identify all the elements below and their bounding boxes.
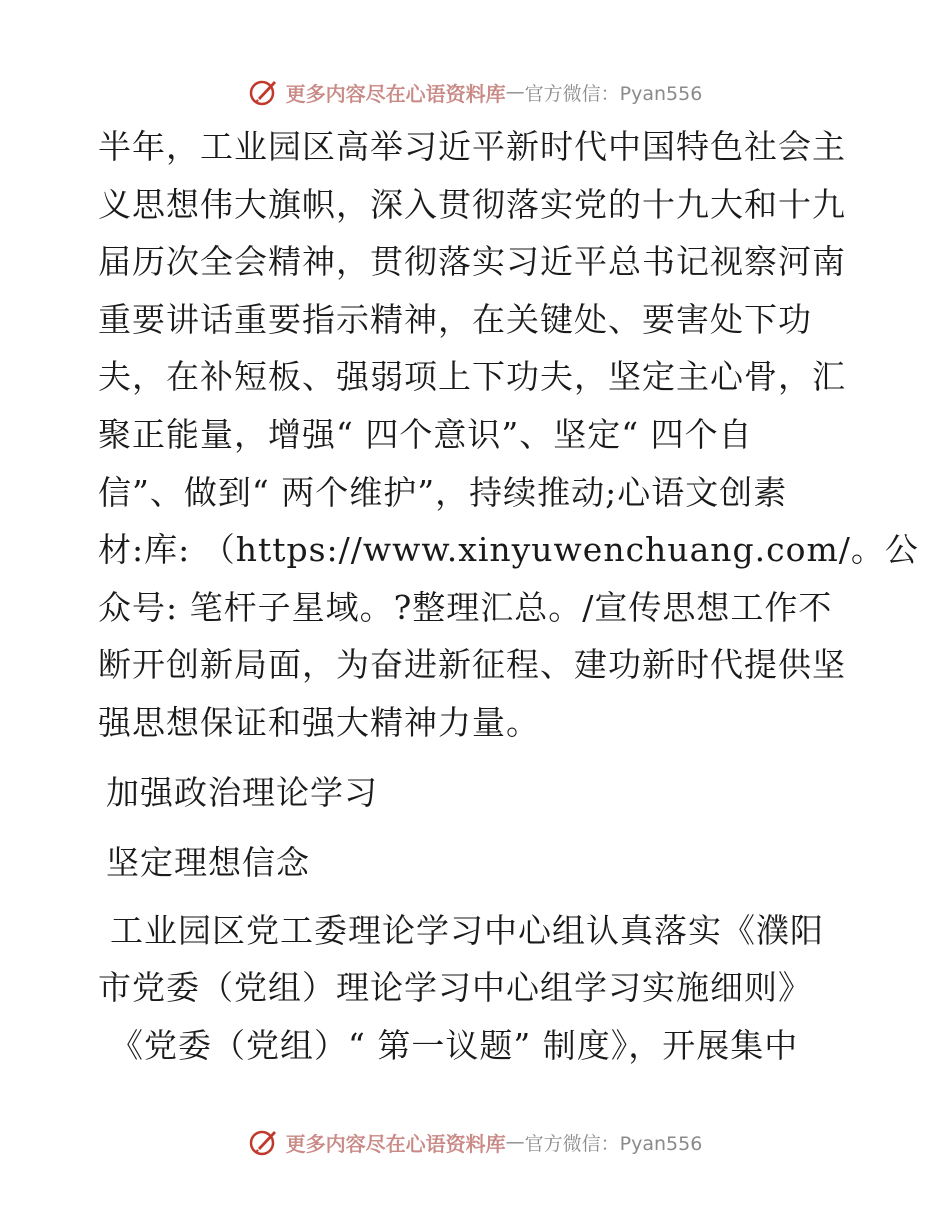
footer-separator: — [505, 1131, 525, 1153]
text-line: 工业园区党工委理论学习中心组认真落实《濮阳 [110, 910, 824, 950]
quill-pen-logo-icon [248, 76, 280, 108]
paragraph-2 [98, 902, 858, 1075]
text-line: 义思想伟大旗帜，深入贯彻落实党的十九大和十九 [98, 184, 846, 224]
text-line: 市党委（党组）理论学习中心组学习实施细则》 [98, 968, 812, 1008]
paragraph-1 [98, 118, 919, 752]
quill-pen-logo-icon [248, 1126, 280, 1158]
text-line: 材:库: （https://www.xinyuwenchuang.com/。公 [98, 530, 919, 570]
document-body [98, 118, 919, 1074]
text-line: 重要讲话重要指示精神，在关键处、要害处下功 [98, 299, 812, 339]
text-line: 众号: 笔杆子星域。?整理汇总。/宣传思想工作不 [98, 587, 833, 627]
footer-brand-text: 更多内容尽在心语资料库 [285, 1131, 506, 1156]
text-line: 强思想保证和强大精神力量。 [98, 702, 540, 742]
text-line: 届历次全会精神，贯彻落实习近平总书记视察河南 [98, 242, 846, 282]
header-wechat-text: 官方微信：Pyan556 [524, 82, 703, 105]
text-line: 夫，在补短板、强弱项上下功夫，坚定主心骨，汇 [98, 357, 846, 397]
footer-wechat-text: 官方微信：Pyan556 [524, 1132, 703, 1155]
header-separator: — [505, 81, 525, 103]
header-banner [0, 72, 950, 112]
text-line: 半年，工业园区高举习近平新时代中国特色社会主 [98, 127, 846, 166]
header-brand-text: 更多内容尽在心语资料库 [285, 81, 506, 106]
text-line: 聚正能量，增强“ 四个意识”、坚定“ 四个自 [98, 414, 753, 454]
footer-banner [0, 1122, 950, 1162]
section-heading-ideals-belief: 坚定理想信念 [106, 842, 310, 882]
text-line: 断开创新局面，为奋进新征程、建功新时代提供坚 [98, 645, 846, 685]
text-line: 信”、做到“ 两个维护”，持续推动;心语文创素 [98, 472, 788, 512]
section-heading-theory-study: 加强政治理论学习 [106, 772, 378, 812]
text-line: 《党委（党组）“ 第一议题” 制度》，开展集中 [110, 1025, 799, 1065]
